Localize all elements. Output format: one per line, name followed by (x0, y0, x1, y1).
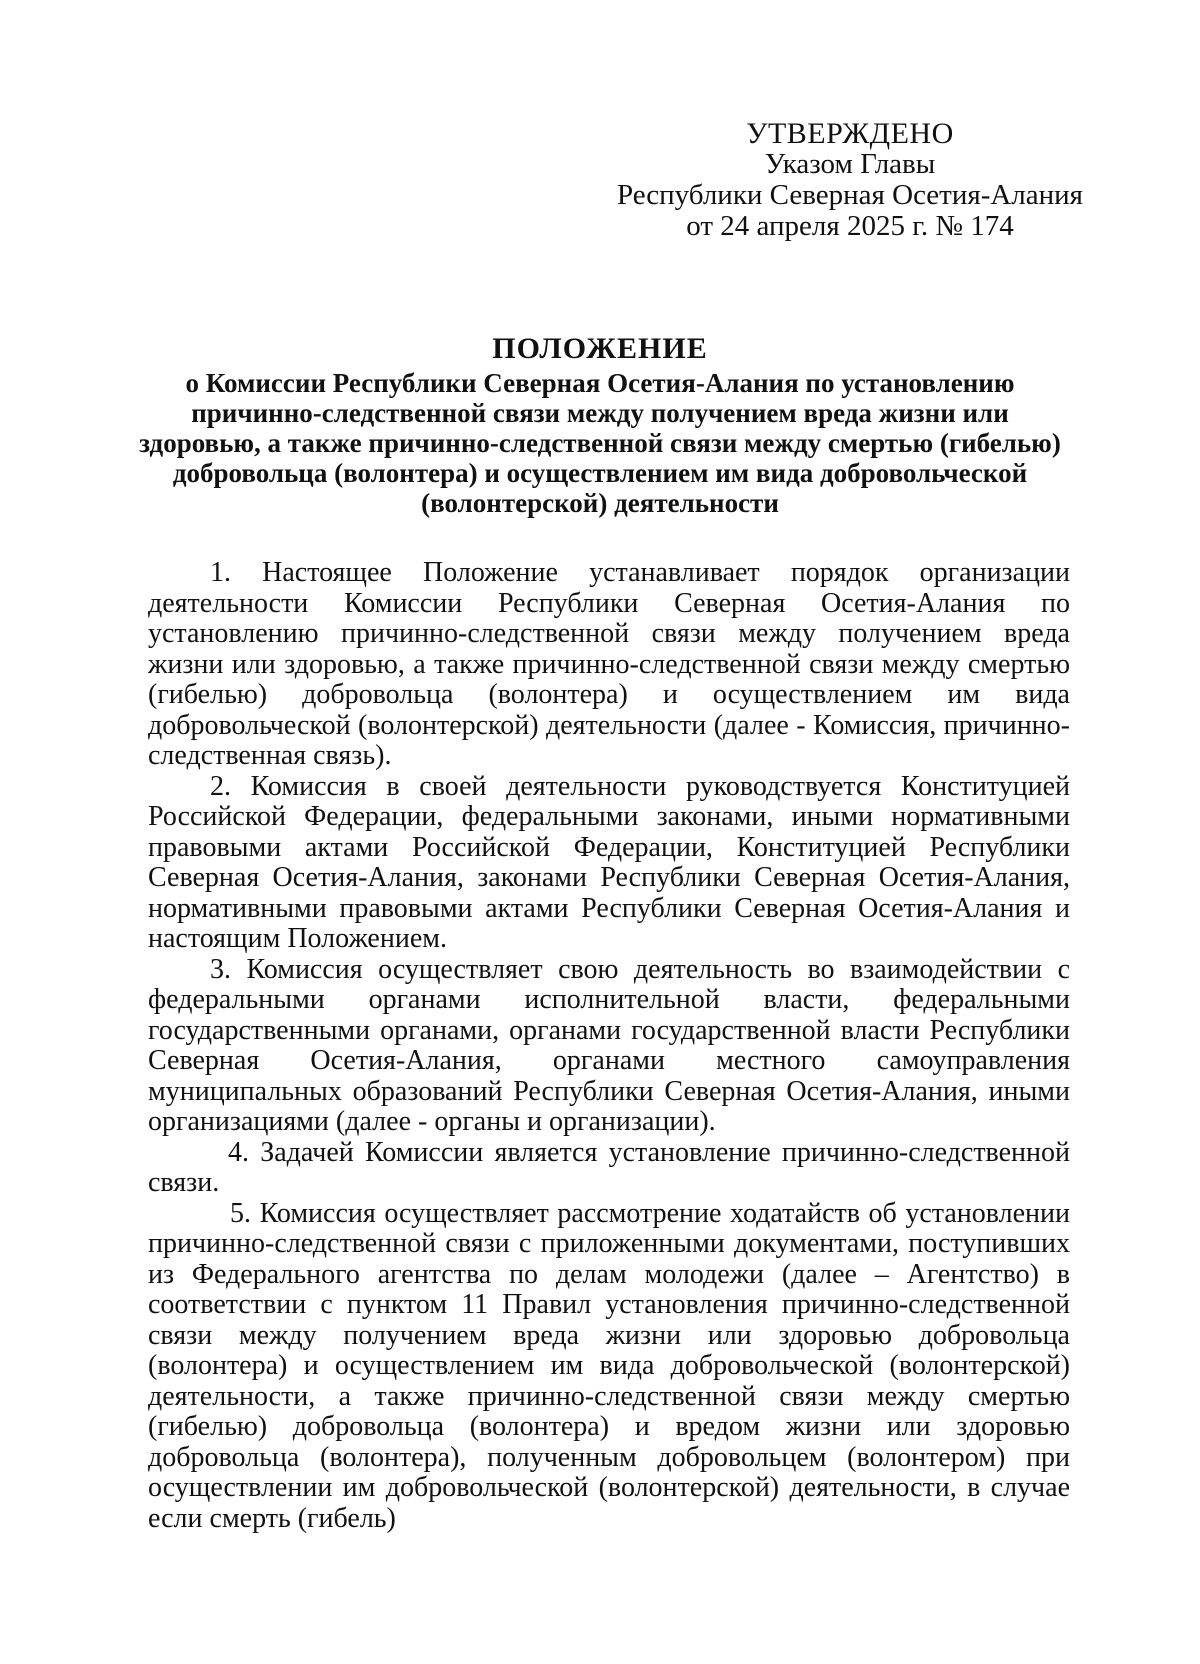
paragraph-4: 4. Задачей Комиссии является установление причинно-следственной связи. (148, 1136, 1070, 1198)
paragraph-5: 5. Комиссия осуществляет рассмотрение ходатайств об установлении причинно-следственной связи с приложенными документами, поступивших из Федерального агентства по делам молодежи (далее – Агентство) в соответствии с пунктом 11 Правил установления причинно-следственной связи между получением вреда жизни или здоровью добровольца (волонтера) и осуществлением им вида добровольческой (волонтерской) деятельности, а также причинно-следственной связи между смертью (гибелью) добровольца (волонтера) и вредом жизни или здоровью добровольца (волонтера), полученным добровольцем (волонтером) при осуществлении им добровольческой (волонтерской) деятельности, в случае если смерть (гибель) (148, 1197, 1070, 1534)
title-subtitle: о Комиссии Республики Северная Осетия-Алания по установлению причинно-следственной связи между получением вреда жизни или здоровью, а также причинно-следственной связи между смертью (гибелью) добровольца (волонтера) и осуществлением им вида добровольческой (волонтерской) деятельности (139, 368, 1061, 518)
approval-line-date: от 24 апреля 2025 г. № 174 (686, 210, 1014, 242)
approval-line-republic: Республики Северная Осетия-Алания (616, 179, 1084, 211)
paragraph-1: 1. Настоящее Положение устанавливает порядок организации деятельности Комиссии Республики Северная Осетия-Алания по установлению причинно-следственной связи между получением вреда жизни или здоровью, а также причинно-следственной связи между смертью (гибелью) добровольца (волонтера) и осуществлением им вида добровольческой (волонтерской) деятельности (далее - Комиссия, причинно-следственная связь). (148, 557, 1070, 771)
title-heading: ПОЛОЖЕНИЕ (492, 332, 708, 365)
paragraph-2: 2. Комиссия в своей деятельности руководствуется Конституцией Российской Федерации, федеральными законами, иными нормативными правовыми актами Российской Федерации, Конституцией Республики Северная Осетия-Алания, законами Республики Северная Осетия-Алания, нормативными правовыми актами Республики Северная Осетия-Алания и настоящим Положением. (148, 770, 1070, 954)
document-body (148, 558, 1070, 1534)
approval-stamp (600, 118, 1100, 242)
approval-line-decree: Указом Главы (764, 148, 936, 180)
paragraph-3: 3. Комиссия осуществляет свою деятельность во взаимодействии с федеральными органами исполнительной власти, федеральными государственными органами, органами государственной власти Республики Северная Осетия-Алания, органами местного самоуправления муниципальных образований Республики Северная Осетия-Алания, иными организациями (далее - органы и организации). (148, 953, 1070, 1137)
document-title (130, 334, 1070, 518)
approval-word: УТВЕРЖДЕНО (746, 117, 954, 150)
